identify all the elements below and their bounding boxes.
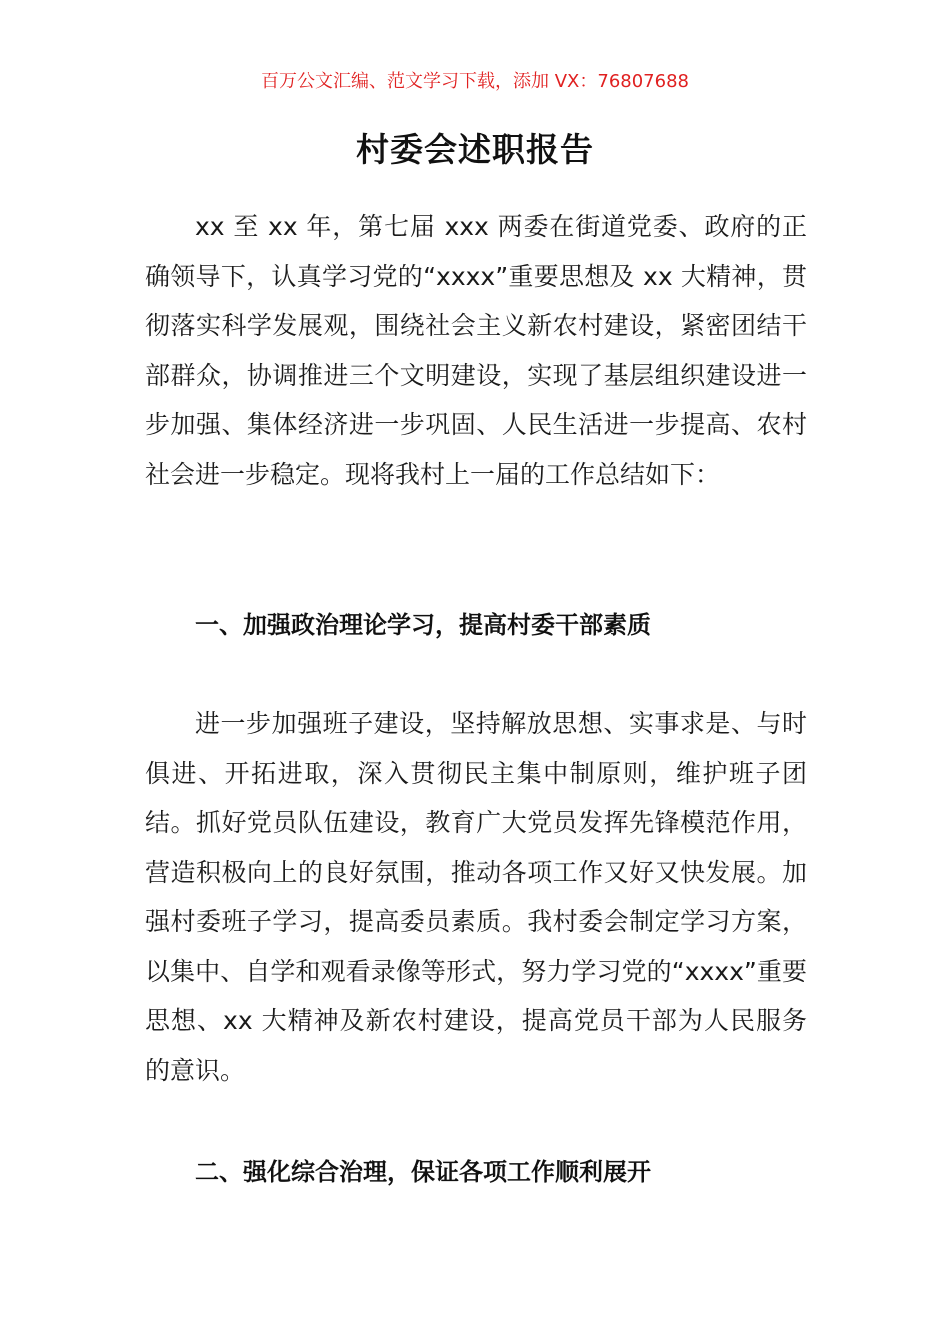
watermark-header-note: 百万公文汇编、范文学习下载，添加 VX：76807688 bbox=[261, 71, 689, 92]
section-heading-2: 二、强化综合治理，保证各项工作顺利展开 bbox=[195, 1158, 651, 1186]
document-title: 村委会述职报告 bbox=[356, 130, 594, 169]
section-1-paragraph: 进一步加强班子建设，坚持解放思想、实事求是、与时俱进、开拓进取，深入贯彻民主集中制原则，维护班子团结。抓好党员队伍建设，教育广大党员发挥先锋模范作用，营造积极向上的良好氛围，推动各项工作又好又快发展。加强村委班子学习，提高委员素质。我村委会制定学习方案，以集中、自学和观看录像等形式，努力学习党的“xxxx”重要思想、xx 大精神及新农村建设，提高党员干部为人民服务的意识。 bbox=[145, 709, 807, 1085]
section-heading-1: 一、加强政治理论学习，提高村委干部素质 bbox=[195, 611, 651, 639]
intro-paragraph: xx 至 xx 年，第七届 xxx 两委在街道党委、政府的正确领导下，认真学习党的“xxxx”重要思想及 xx 大精神，贯彻落实科学发展观，围绕社会主义新农村建设，紧密团结干部群众，协调推进三个文明建设，实现了基层组织建设进一步加强、集体经济进一步巩固、人民生活进一步提高、农村社会进一步稳定。现将我村上一届的工作总结如下： bbox=[145, 212, 807, 489]
